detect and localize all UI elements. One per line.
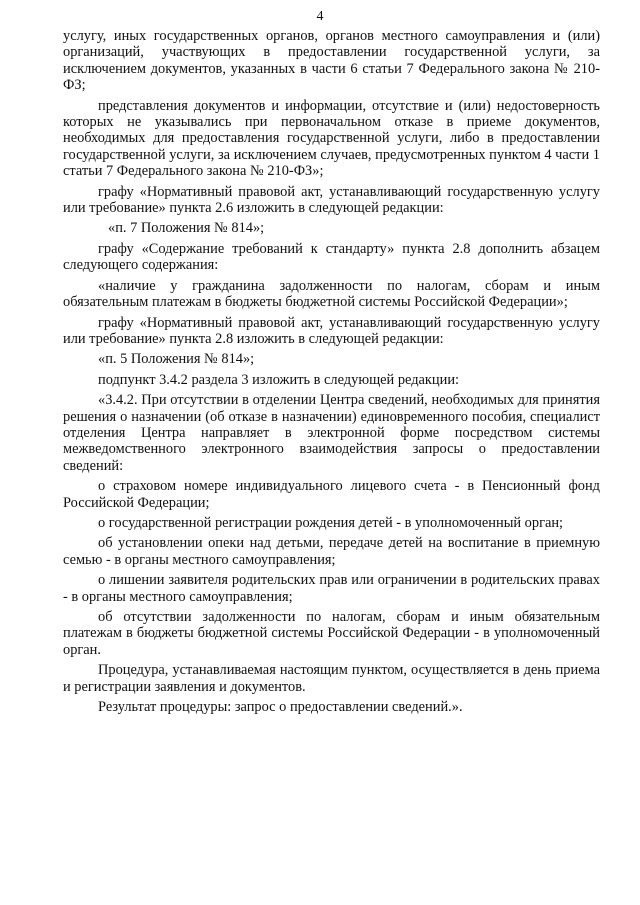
paragraph-procedure: Процедура, устанавливаемая настоящим пунктом, осуществляется в день приема и регистрации заявления и документов. [63,662,600,695]
paragraph-3-4-2-text: «3.4.2. При отсутствии в отделении Центра сведений, необходимых для принятия решения о назначении (об отказе в назначении) единовременного пособия, специалист отделения Центра направляет в электронной форме посредством системы межведомственного электронного взаимодействия запросы о предоставлении сведений: [63,392,600,474]
page-number: 4 [316,9,324,24]
paragraph-continuation: услугу, иных государственных органов, органов местного самоуправления и (или) организаций, участвующих в предоставлении государственной услуги, за исключением документов, указанных в части 6 статьи 7 Федерального закона № 210-ФЗ; [63,28,600,94]
paragraph-parental-rights: о лишении заявителя родительских прав или ограничении в родительских правах - в органы местного самоуправления; [63,572,600,605]
paragraph-column-2-6: графу «Нормативный правовой акт, устанавливающий государственную услугу или требование» пункта 2.6 изложить в следующей редакции: [63,183,600,217]
paragraph-procedure-result: Результат процедуры: запрос о предоставлении сведений.». [98,699,463,716]
paragraph-clause-5: «п. 5 Положения № 814»; [98,351,255,368]
paragraph-document-submission: представления документов и информации, отсутствие и (или) недостоверность которых не указывались при первоначальном отказе в приеме документов, необходимых для предоставления государственной услуги, либо в предоставлении государственной услуги, за исключением случаев, предусмотренных пунктом 4 части 1 статьи 7 Федерального закона № 210-ФЗ»; [63,97,600,180]
paragraph-guardianship: об установлении опеки над детьми, передаче детей на воспитание в приемную семью - в органы местного самоуправления; [63,535,600,568]
paragraph-no-tax-debt: об отсутствии задолженности по налогам, сборам и иным обязательным платежам в бюджеты бюджетной системы Российской Федерации - в уполномоченный орган. [63,609,600,658]
document-body [63,28,600,719]
paragraph-subclause-3-4-2: подпункт 3.4.2 раздела 3 изложить в следующей редакции: [98,371,460,388]
paragraph-clause-7: «п. 7 Положения № 814»; [108,220,265,237]
paragraph-birth-registration: о государственной регистрации рождения детей - в уполномоченный орган; [98,514,564,531]
paragraph-tax-debt: «наличие у гражданина задолженности по налогам, сборам и иным обязательным платежам в бюджеты бюджетной системы Российской Федерации»; [63,277,600,311]
paragraph-column-2-8-act: графу «Нормативный правовой акт, устанавливающий государственную услугу или требование» пункта 2.8 изложить в следующей редакции: [63,314,600,347]
paragraph-insurance-number: о страховом номере индивидуального лицевого счета - в Пенсионный фонд Российской Федерации; [63,478,600,511]
paragraph-column-2-8-content: графу «Содержание требований к стандарту» пункта 2.8 дополнить абзацем следующего содержания: [63,240,600,274]
